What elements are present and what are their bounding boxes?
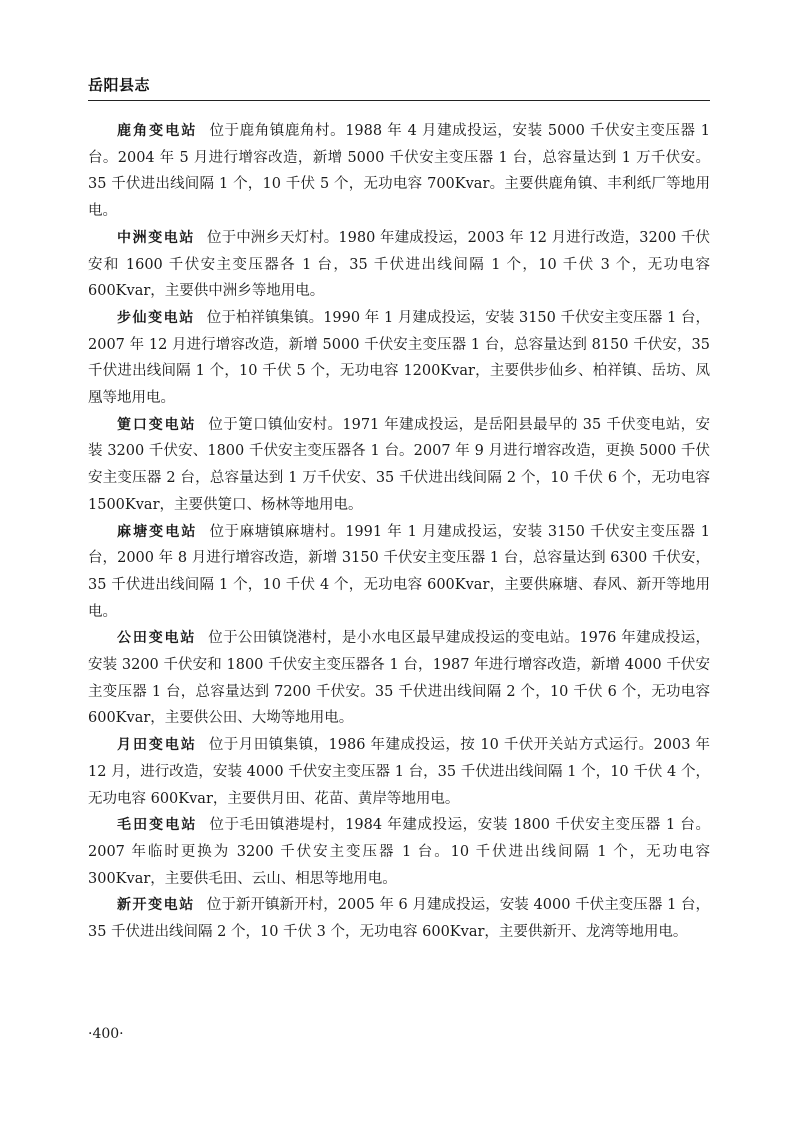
entry-paragraph [88,892,710,945]
entry-paragraph [88,118,710,225]
entry-text: 位于月田镇集镇，1986 年建成投运，按 10 千伏开关站方式运行。2003 年 12 月，进行改造，安装 4000 千伏安主变压器 1 台，35 千伏进出线间隔 1 个，10 千伏 4 个，无功电容 600Kvar，主要供月田、花苗、黄岸等地用电。 [88,737,710,807]
entry-paragraph [88,812,710,892]
entry-paragraph [88,305,710,412]
entry-text: 位于筻口镇仙安村。1971 年建成投运，是岳阳县最早的 35 千伏变电站，安装 3200 千伏安、1800 千伏安主变压器各 1 台。2007 年 9 月进行增容改造，更换 5000 千伏安主变压器 2 台，总容量达到 1 万千伏安、35 千伏进出线间隔 2 个，10 千伏 6 个，无功电容 1500Kvar，主要供筻口、杨林等地用电。 [88,416,710,513]
entry-paragraph [88,625,710,732]
entry-text: 位于麻塘镇麻塘村。1991 年 1 月建成投运，安装 3150 千伏安主变压器 1 台，2000 年 8 月进行增容改造，新增 3150 千伏安主变压器 1 台，总容量达到 6300 千伏安，35 千伏进出线间隔 1 个，10 千伏 4 个，无功电容 600Kvar，主要供麻塘、春风、新开等地用电。 [88,523,711,620]
entry-heading: 麻塘变电站 [117,523,198,540]
book-title: 岳阳县志 [88,76,151,94]
entry-text: 位于柏祥镇集镇。1990 年 1 月建成投运，安装 3150 千伏安主变压器 1 台，2007 年 12 月进行增容改造，新增 5000 千伏安主变压器 1 台，总容量达到 8150 千伏安，35 千伏进出线间隔 1 个，10 千伏 5 个，无功电容 1200Kvar，主要供步仙乡、柏祥镇、岳坊、凤凰等地用电。 [88,309,711,407]
entry-paragraph [88,412,710,519]
page-header [88,72,710,101]
entry-text: 位于公田镇饶港村，是小水电区最早建成投运的变电站。1976 年建成投运，安装 3200 千伏安和 1800 千伏安主变压器各 1 台，1987 年进行增容改造，新增 4000 千伏安主变压器 1 台，总容量达到 7200 千伏安。35 千伏进出线间隔 2 个，10 千伏 6 个，无功电容 600Kvar，主要供公田、大坳等地用电。 [88,630,710,727]
entry-paragraph [88,225,710,305]
article-body [88,118,710,946]
entry-heading: 毛田变电站 [117,817,198,834]
entry-text: 位于新开镇新开村，2005 年 6 月建成投运，安装 4000 千伏主变压器 1 台，35 千伏进出线间隔 2 个，10 千伏 3 个，无功电容 600Kvar，主要供新开、龙湾等地用电。 [88,897,711,941]
entry-heading: 月田变电站 [117,737,197,754]
entry-text: 位于毛田镇港堤村，1984 年建成投运，安装 1800 千伏安主变压器 1 台。2007 年临时更换为 3200 千伏安主变压器 1 台。10 千伏进出线间隔 1 个，无功电容 300Kvar，主要供毛田、云山、相思等地用电。 [88,817,710,887]
page-number: ·400· [88,1026,124,1042]
entry-heading: 步仙变电站 [117,309,195,326]
entry-heading: 鹿角变电站 [117,123,198,139]
entry-text: 位于中洲乡天灯村。1980 年建成投运，2003 年 12 月进行改造，3200 千伏安和 1600 千伏安主变压器各 1 台，35 千伏进出线间隔 1 个，10 千伏 3 个，无功电容 600Kvar，主要供中洲乡等地用电。 [88,229,710,300]
entry-heading: 中洲变电站 [117,229,195,246]
entry-paragraph [88,732,710,812]
entry-heading: 公田变电站 [117,630,197,647]
entry-heading: 筻口变电站 [117,416,197,433]
entry-paragraph [88,519,710,626]
entry-heading: 新开变电站 [117,897,195,914]
entry-text: 位于鹿角镇鹿角村。1988 年 4 月建成投运，安装 5000 千伏安主变压器 1 台。2004 年 5 月进行增容改造，新增 5000 千伏安主变压器 1 台，总容量达到 1 万千伏安。35 千伏进出线间隔 1 个，10 千伏 5 个，无功电容 700Kvar。主要供鹿角镇、丰利纸厂等地用电。 [88,123,711,220]
